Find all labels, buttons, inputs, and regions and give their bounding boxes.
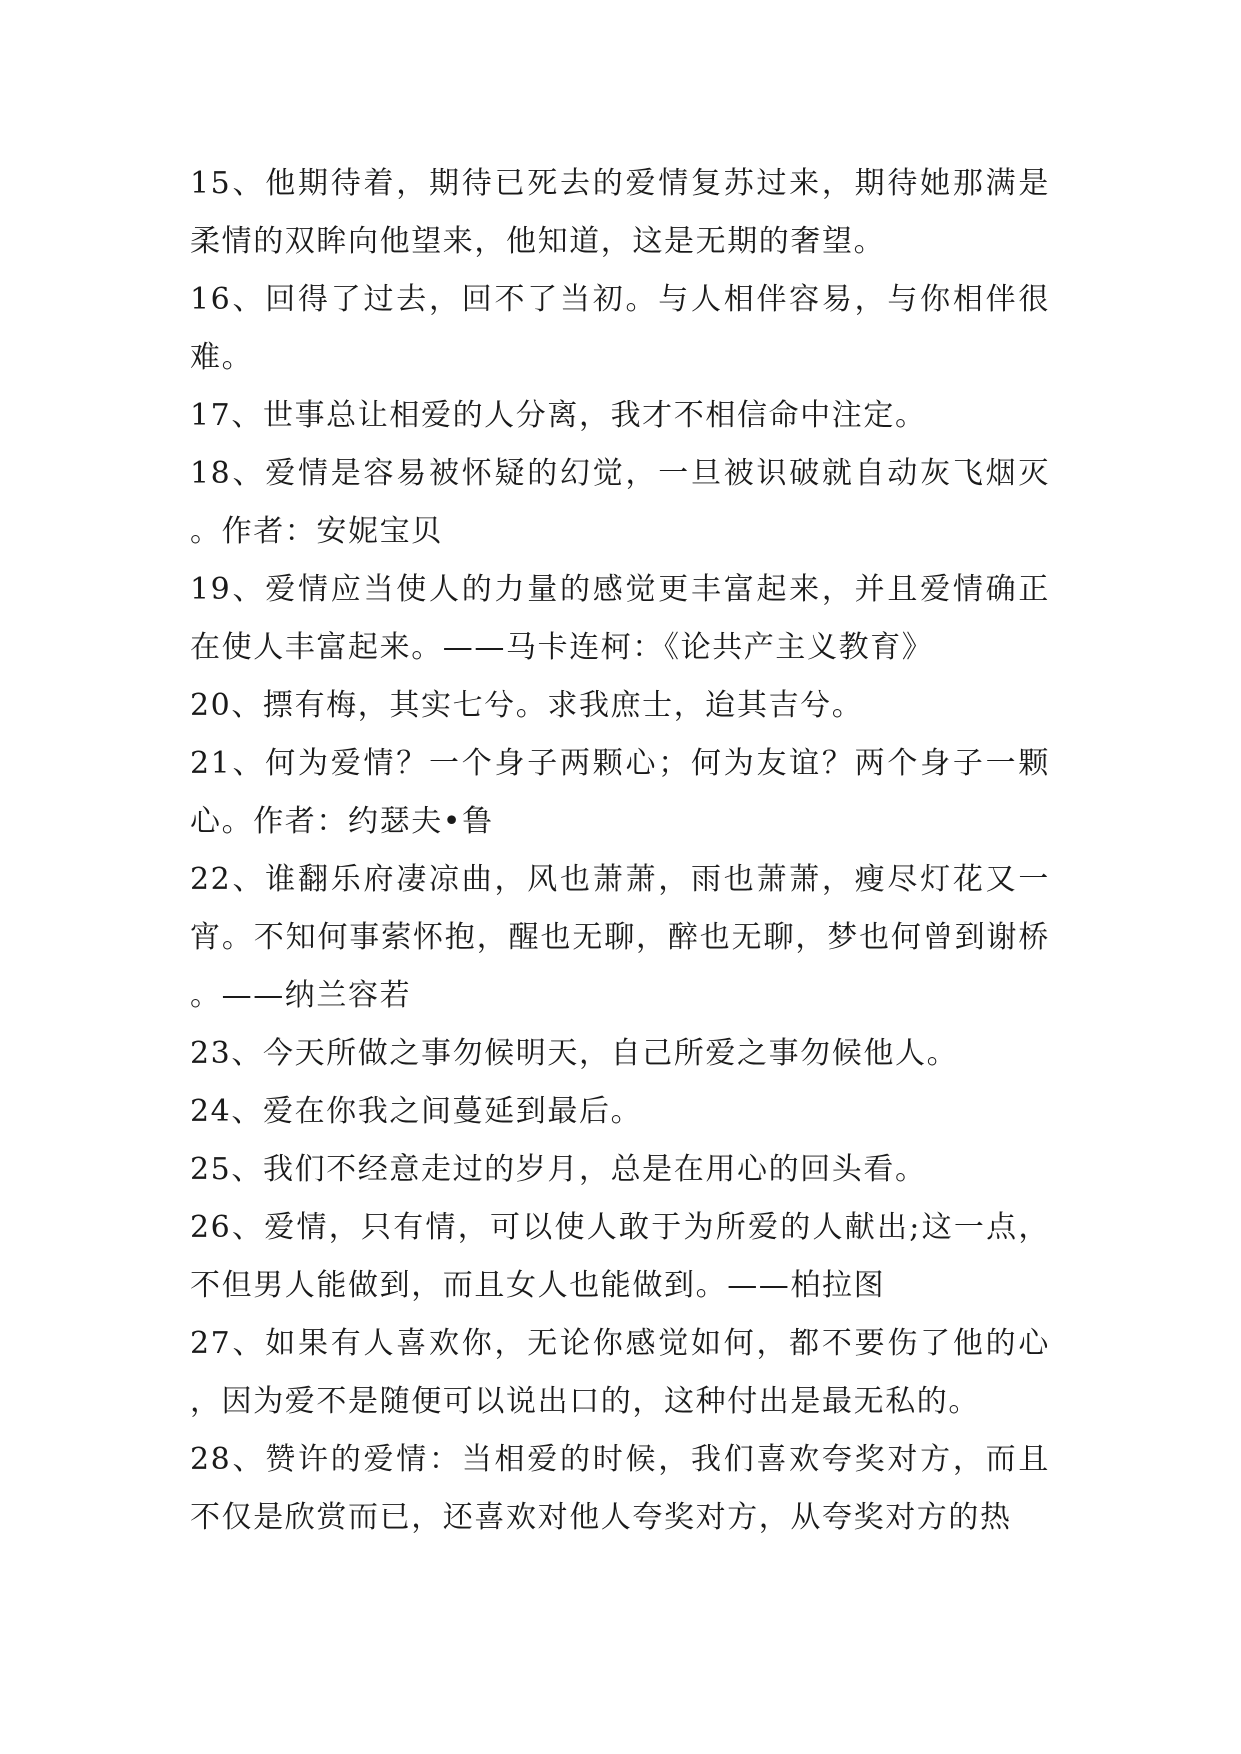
quote-entry-20: 20、摽有梅，其实七兮。求我庶士，迨其吉兮。 xyxy=(190,688,864,723)
quote-list xyxy=(190,155,1050,1547)
quote-entry-18: 18、爱情是容易被怀疑的幻觉，一旦被识破就自动灰飞烟灭。作者：安妮宝贝 xyxy=(190,456,1050,549)
quote-entry-16: 16、回得了过去，回不了当初。与人相伴容易，与你相伴很难。 xyxy=(190,282,1050,375)
quote-entry-19: 19、爱情应当使人的力量的感觉更丰富起来，并且爱情确正在使人丰富起来。——马卡连柯：《论共产主义教育》 xyxy=(190,572,1050,665)
quote-entry-21: 21、何为爱情？一个身子两颗心；何为友谊？两个身子一颗心。作者：约瑟夫•鲁 xyxy=(190,746,1050,839)
quote-entry-15: 15、他期待着，期待已死去的爱情复苏过来，期待她那满是柔情的双眸向他望来，他知道，这是无期的奢望。 xyxy=(190,166,1050,259)
quote-entry-25: 25、我们不经意走过的岁月，总是在用心的回头看。 xyxy=(190,1152,927,1187)
quote-entry-22: 22、谁翻乐府凄凉曲，风也萧萧，雨也萧萧，瘦尽灯花又一宵。不知何事萦怀抱，醒也无聊，醉也无聊，梦也何曾到谢桥。——纳兰容若 xyxy=(190,862,1050,1013)
quote-entry-26: 26、爱情，只有情，可以使人敢于为所爱的人献出;这一点，不但男人能做到，而且女人也能做到。——柏拉图 xyxy=(190,1210,1050,1303)
quote-entry-24: 24、爱在你我之间蔓延到最后。 xyxy=(190,1094,643,1129)
quote-entry-27: 27、如果有人喜欢你，无论你感觉如何，都不要伤了他的心，因为爱不是随便可以说出口的，这种付出是最无私的。 xyxy=(190,1326,1050,1419)
quote-entry-23: 23、今天所做之事勿候明天，自己所爱之事勿候他人。 xyxy=(190,1036,959,1071)
quote-entry-17: 17、世事总让相爱的人分离，我才不相信命中注定。 xyxy=(190,398,927,433)
quote-entry-28: 28、赞许的爱情：当相爱的时候，我们喜欢夸奖对方，而且不仅是欣赏而已，还喜欢对他人夸奖对方，从夸奖对方的热 xyxy=(190,1442,1050,1535)
